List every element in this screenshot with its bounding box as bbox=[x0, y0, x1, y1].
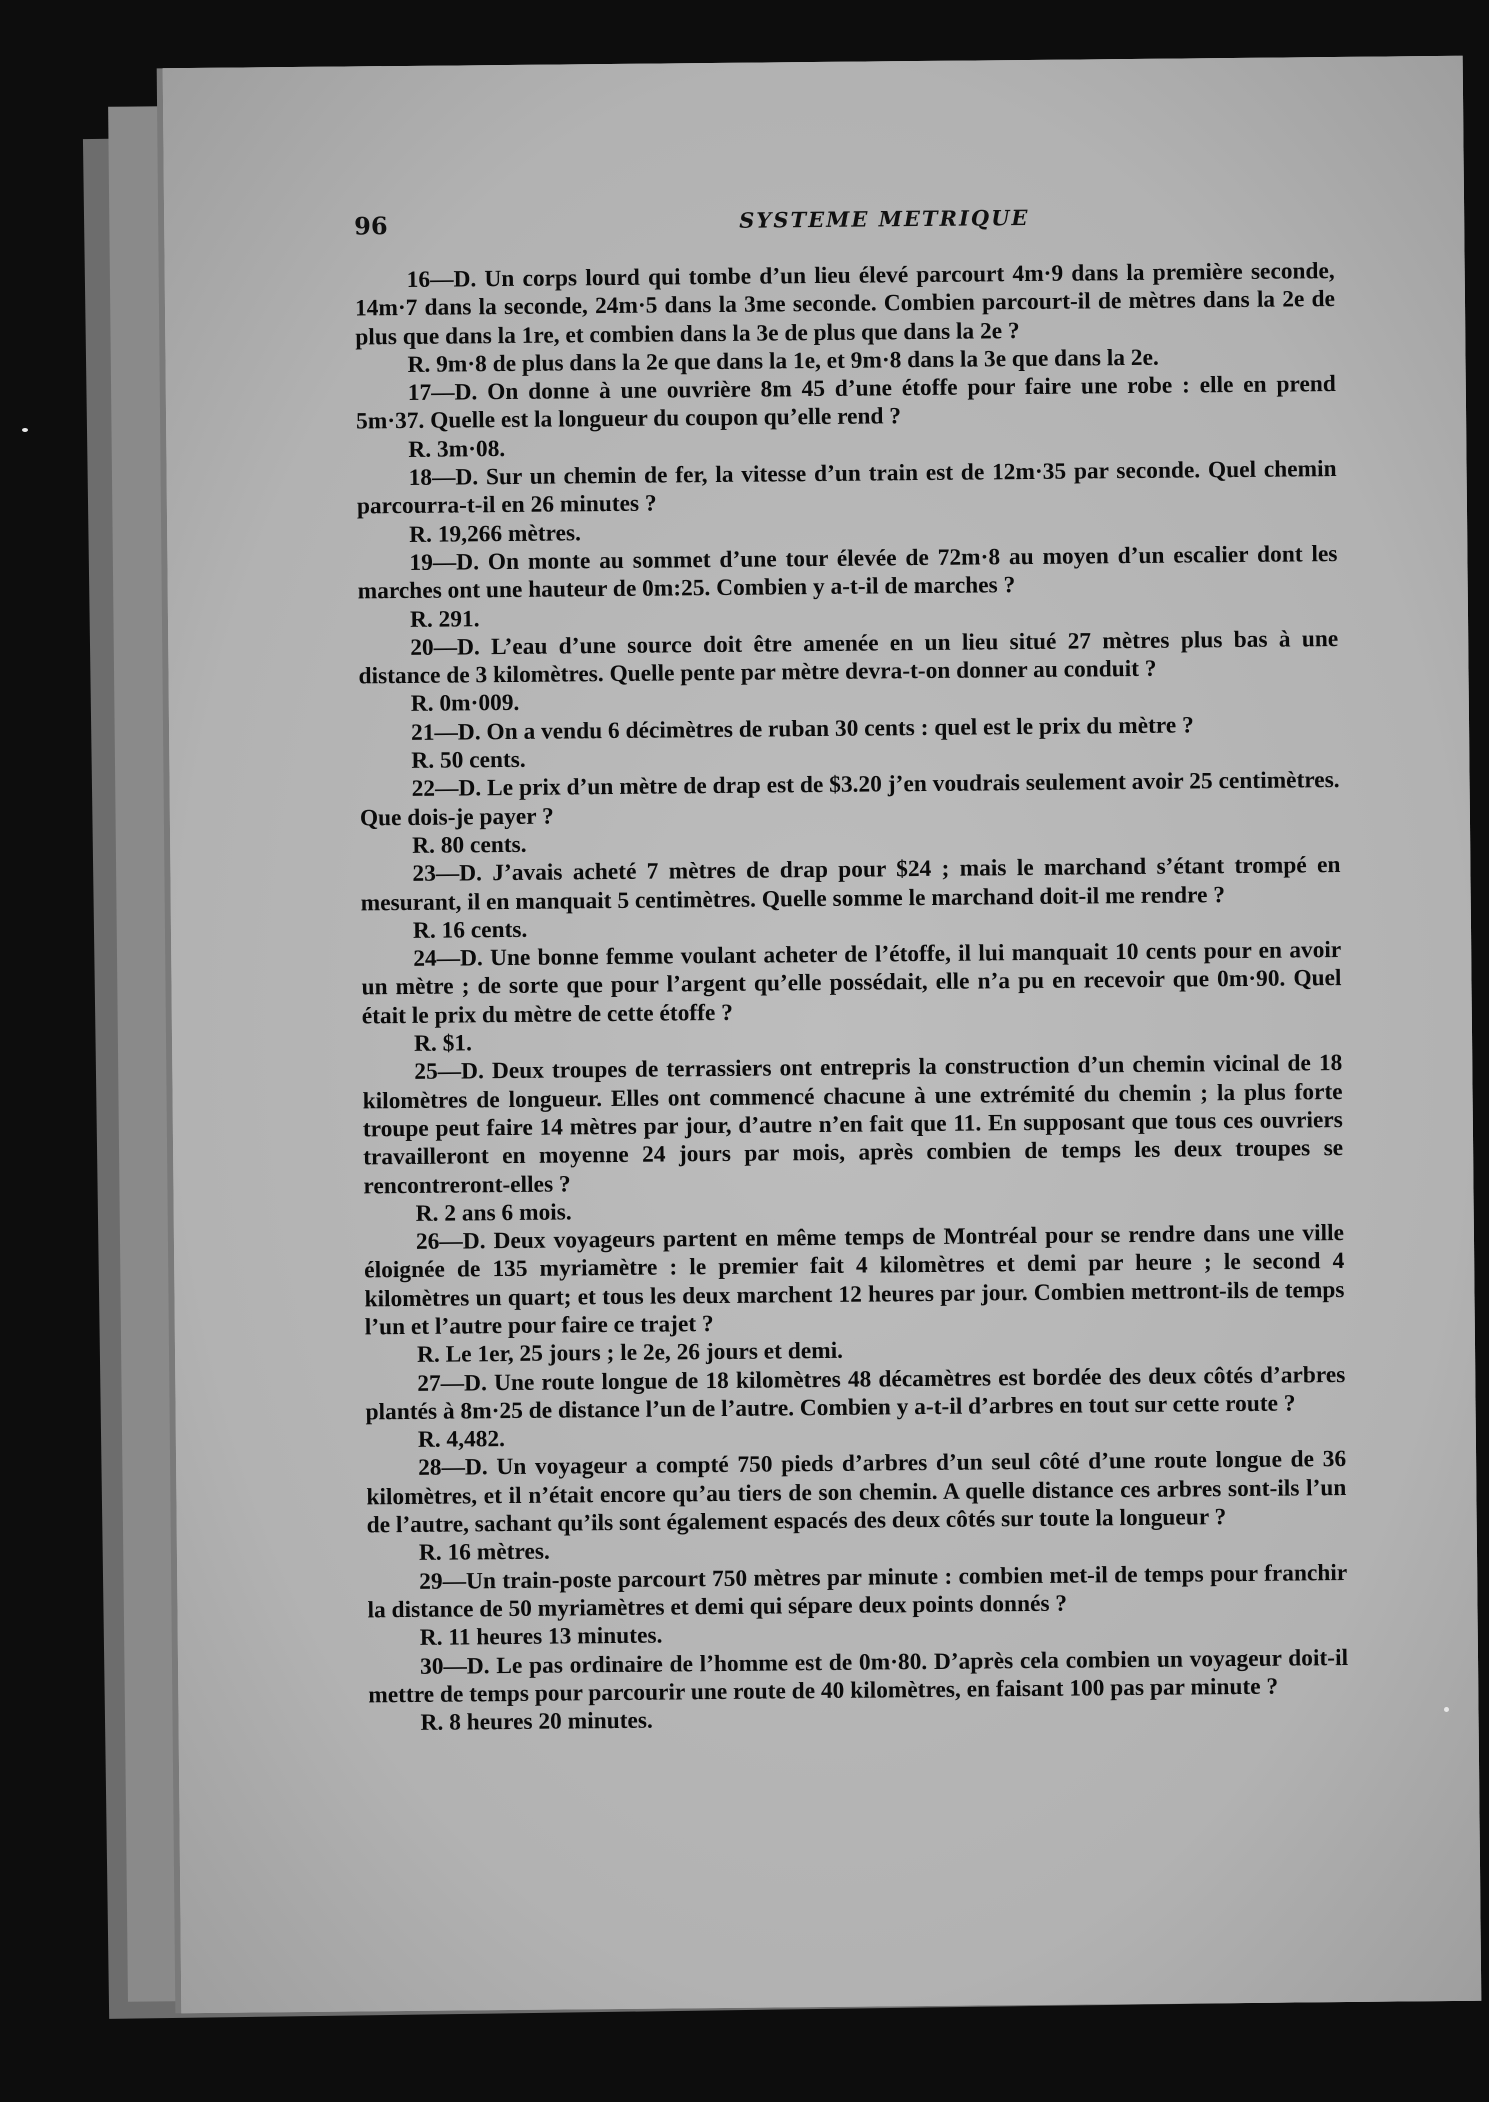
question-25: 25—D. Deux troupes de terrassiers ont entrepris la construction d’un chemin vicinal de 18 kilomètres de longueur. Elles ont commencé chacune à une extrémité du chemin ; la plus forte troupe peut faire 14 mètres par jour, d’autre n’en fait que 11. En supposant que tous ces ouvriers travailleront en moyenne 24 jours par mois, après combien de temps les deux troupes se rencontreront-elles ? bbox=[362, 1050, 1344, 1199]
answer-30: R. 8 heures 20 minutes. bbox=[420, 1707, 653, 1737]
running-title: SYSTEME METRIQUE bbox=[739, 204, 1030, 233]
question-30: 30—D. Le pas ordinaire de l’homme est de 0m·80. D’après cela combien un voyageur doit-il mettre de temps pour parcourir une route de 40 kilomètres, en faisant 100 pas par minute ? bbox=[368, 1644, 1349, 1709]
answer-28: R. 16 mètres. bbox=[418, 1538, 550, 1567]
answer-21: R. 50 cents. bbox=[411, 746, 526, 774]
page-number: 96 bbox=[354, 211, 388, 241]
question-22: 22—D. Le prix d’un mètre de drap est de $3.20 j’en voudrais seulement avoir 25 centimètres. Que dois-je payer ? bbox=[359, 767, 1340, 832]
scan-speck bbox=[22, 428, 28, 432]
question-17: 17—D. On donne à une ouvrière 8m 45 d’une étoffe pour faire une robe : elle en prend 5m·37. Quelle est la longueur du coupon qu’elle rend ? bbox=[355, 371, 1336, 435]
answer-26: R. Le 1er, 25 jours ; le 2e, 26 jours et demi. bbox=[416, 1338, 844, 1369]
answer-20: R. 0m·009. bbox=[410, 690, 520, 718]
book-page bbox=[163, 56, 1482, 2013]
answer-25: R. 2 ans 6 mois. bbox=[415, 1199, 572, 1227]
answer-18: R. 19,266 mètres. bbox=[409, 519, 582, 548]
answer-16: R. 9m·8 de plus dans la 2e que dans la 1e, et 9m·8 dans la 3e que dans la 2e. bbox=[407, 344, 1159, 378]
answer-22: R. 80 cents. bbox=[412, 831, 527, 859]
answer-23: R. 16 cents. bbox=[412, 916, 528, 944]
answer-24: R. $1. bbox=[413, 1030, 473, 1057]
answer-27: R. 4,482. bbox=[417, 1426, 506, 1454]
answer-17: R. 3m·08. bbox=[408, 435, 506, 463]
question-28: 28—D. Un voyageur a compté 750 pieds d’arbres d’un seul côté d’une route longue de 36 kilomètres, et il n’était encore qu’au tiers de son chemin. A quelle distance ces arbres sont-ils l’un de l’autre, sachant qu’ils sont également espacés des deux côtés sur toute la longueur ? bbox=[366, 1446, 1347, 1539]
question-20: 20—D. L’eau d’une source doit être amenée en un lieu situé 27 mètres plus bas à une distance de 3 kilomètres. Quelle pente par mètre devra-t-on donner au conduit ? bbox=[358, 625, 1339, 690]
question-23: 23—D. J’avais acheté 7 mètres de drap pour $24 ; mais le marchand s’étant trompé en mesurant, il en manquait 5 centimètres. Quelle somme le marchand doit-il me rendre ? bbox=[360, 852, 1341, 916]
question-24: 24—D. Une bonne femme voulant acheter de l’étoffe, il lui manquait 10 cents pour en avoir un mètre ; de sorte que pour l’argent qu’elle possédait, elle n’a pu en recevoir que 0m·90. Quel était le prix du mètre de cette étoffe ? bbox=[361, 937, 1342, 1030]
exercise-list bbox=[355, 257, 1349, 1738]
question-26: 26—D. Deux voyageurs partent en même temps de Montréal pour se rendre dans une ville éloignée de 135 myriamètre : le premier fait 4 kilomètres et demi par heure ; le second 4 kilomètres un quart; et tous les deux marchent 12 heures par jour. Combien mettront-ils de temps l’un et l’autre pour faire ce trajet ? bbox=[364, 1220, 1345, 1341]
answer-19: R. 291. bbox=[409, 605, 480, 633]
question-21: 21—D. On a vendu 6 décimètres de ruban 30 cents : quel est le prix du mètre ? bbox=[410, 712, 1194, 746]
question-18: 18—D. Sur un chemin de fer, la vitesse d’un train est de 12m·35 par seconde. Quel chemin parcourra-t-il en 26 minutes ? bbox=[356, 456, 1337, 520]
question-27: 27—D. Une route longue de 18 kilomètres 48 décamètres est bordée des deux côtés d’arbres plantés à 8m·25 de distance l’un de l’autre. Combien y a-t-il d’arbres en tout sur cette route ? bbox=[365, 1361, 1346, 1426]
question-19: 19—D. On monte au sommet d’une tour élevée de 72m·8 au moyen d’un escalier dont les marches ont une hauteur de 0m:25. Combien y a-t-il de marches ? bbox=[357, 540, 1338, 605]
question-16: 16—D. Un corps lourd qui tombe d’un lieu élevé parcourt 4m·9 dans la première seconde, 14m·7 dans la seconde, 24m·5 dans la 3me seconde. Combien parcourt-il de mètres dans la 2e de plus que dans la 1re, et combien dans la 3e de plus que dans la 2e ? bbox=[354, 258, 1336, 351]
question-29: 29—Un train-poste parcourt 750 mètres par minute : combien met-il de temps pour franchir la distance de 50 myriamètres et demi qui sépare deux points donnés ? bbox=[367, 1559, 1348, 1624]
answer-29: R. 11 heures 13 minutes. bbox=[419, 1622, 663, 1652]
scan-speck bbox=[1444, 1707, 1449, 1712]
page-header bbox=[354, 202, 1354, 252]
